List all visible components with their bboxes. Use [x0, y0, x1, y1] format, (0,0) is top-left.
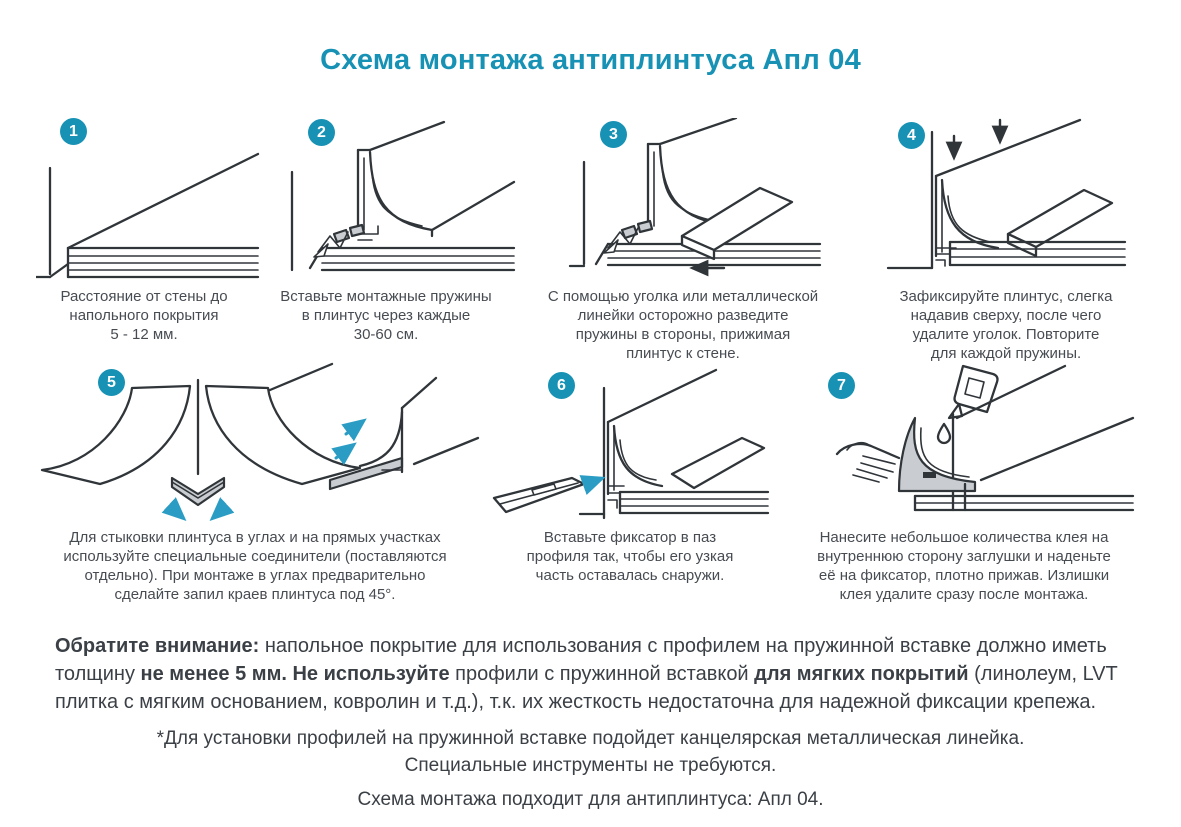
caption-line: Вставьте монтажные пружины: [280, 288, 492, 305]
caption-line: Зафиксируйте плинтус, слегка: [899, 288, 1113, 305]
footnote-model: Схема монтажа подходит для антиплинтуса: Апл 04.: [357, 789, 824, 810]
caption-line: клея удалите сразу после монтажа.: [839, 586, 1089, 603]
caption-line: линейки осторожно разведите: [577, 307, 789, 324]
step-6-caption: [488, 528, 772, 585]
caption-line: используйте специальные соединители (поставляются: [63, 548, 447, 565]
caption-line: сделайте запил краев плинтуса под 45°.: [114, 586, 396, 603]
step-6: [488, 360, 772, 620]
footnote-line: *Для установки профилей на пружинной вставке подойдет канцелярская металлическая линейка.: [156, 728, 1025, 749]
caption-line: Вставьте фиксатор в паз: [543, 529, 717, 546]
caption-line: часть оставалась снаружи.: [535, 567, 725, 584]
caption-line: надавив сверху, после чего: [910, 307, 1102, 324]
caption-line: в плинтус через каждые: [301, 307, 471, 324]
caption-line: внутреннюю сторону заглушки и наденьте: [817, 548, 1111, 565]
footnote-ruler: [0, 725, 1181, 779]
step-2-badge: 2: [308, 119, 335, 146]
step-2-caption: [262, 287, 510, 344]
notice-text: (линолеум, LVT плитка с мягким основанием, ковролин и т.д.), т.к. их жесткость недостаточна для надежной фиксации крепежа.: [55, 663, 1118, 713]
notice-bold-soft-coverings: для мягких покрытий: [754, 663, 969, 685]
caption-line: напольного покрытия: [69, 307, 219, 324]
step-5-corner-connector-figure: [30, 362, 480, 526]
step-4-caption: [856, 287, 1156, 363]
caption-line: пружины в стороны, прижимая: [575, 326, 791, 343]
caption-line: профиля так, чтобы его узкая: [526, 548, 734, 565]
notice-text: профили с пружинной вставкой: [449, 663, 755, 685]
step-4: [856, 108, 1156, 362]
caption-line: Для стыковки плинтуса в углах и на прямых участках: [69, 529, 441, 546]
step-1-caption: [28, 287, 260, 344]
step-5-badge: 5: [98, 369, 125, 396]
caption-line: Расстояние от стены до: [60, 288, 228, 305]
caption-line: её на фиксатор, плотно прижав. Излишки: [818, 567, 1110, 584]
notice-paragraph: [55, 632, 1130, 716]
notice-text: напольное покрытие для использования с профилем на пружинной вставке должно иметь толщину: [55, 635, 1107, 685]
caption-line: 30-60 см.: [353, 326, 419, 343]
step-5-caption: [30, 528, 480, 604]
step-7-badge: 7: [828, 372, 855, 399]
step-3: [516, 108, 850, 362]
step-4-badge: 4: [898, 122, 925, 149]
caption-line: плинтус к стене.: [626, 345, 740, 362]
step-3-caption: [516, 287, 850, 363]
caption-line: отдельно). При монтаже в углах предварительно: [84, 567, 426, 584]
notice-label: Обратите внимание:: [55, 635, 260, 657]
step-6-fixator-insert-figure: [488, 366, 772, 526]
step-7-caption: [775, 528, 1153, 604]
footnote-line: Специальные инструменты не требуются.: [404, 755, 777, 776]
step-7: [775, 360, 1153, 620]
step-6-badge: 6: [548, 372, 575, 399]
notice-bold-thickness: не менее 5 мм. Не используйте: [140, 663, 450, 685]
step-2: [262, 108, 510, 348]
caption-line: С помощью уголка или металлической: [547, 288, 819, 305]
step-5: [30, 360, 480, 620]
caption-line: 5 - 12 мм.: [110, 326, 178, 343]
caption-line: удалите уголок. Повторите: [912, 326, 1100, 343]
step-3-badge: 3: [600, 121, 627, 148]
page-title: Схема монтажа антиплинтуса Апл 04: [320, 44, 861, 76]
step-1: [28, 108, 260, 348]
caption-line: Нанесите небольшое количества клея на: [819, 529, 1109, 546]
step-1-wall-gap-figure: [36, 136, 261, 286]
step-1-badge: 1: [60, 118, 87, 145]
caption-line: для каждой пружины.: [930, 345, 1082, 362]
